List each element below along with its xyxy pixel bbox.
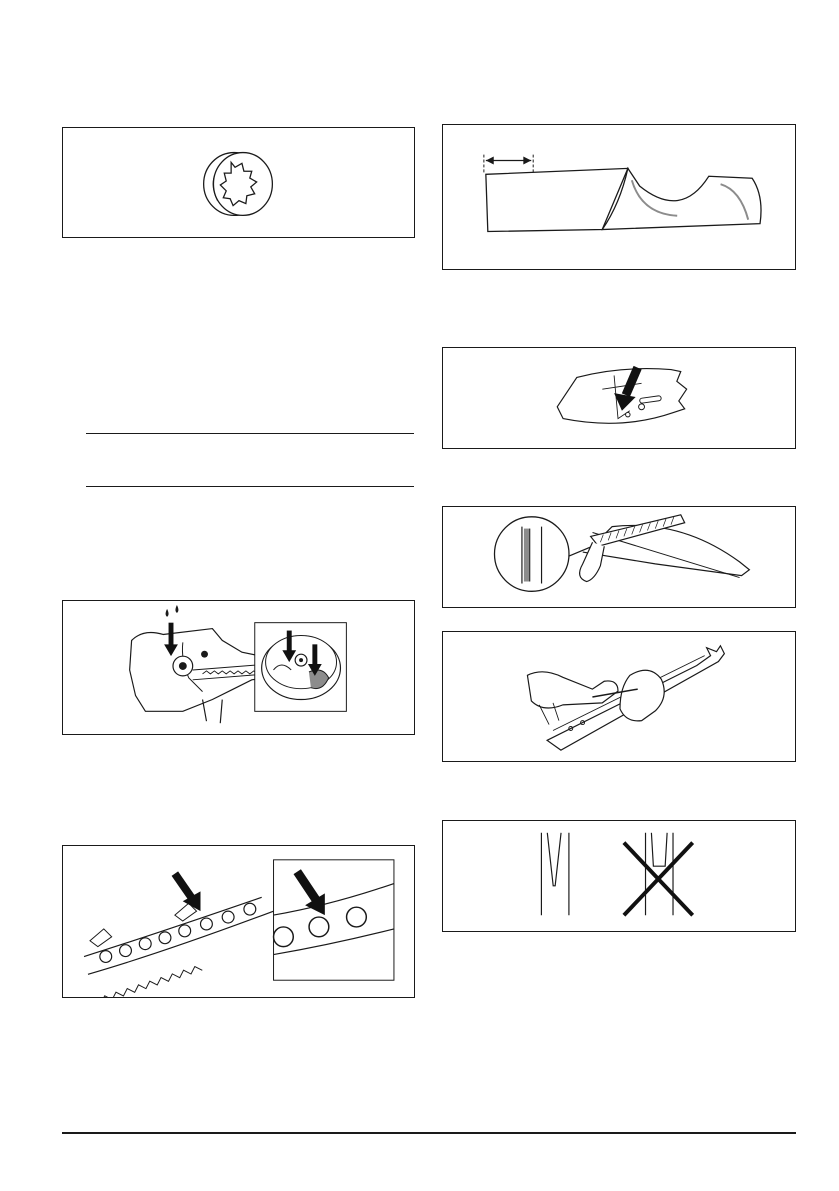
figure-bar-lubrication-hole (442, 347, 796, 449)
guide-bar-hole-icon (443, 348, 795, 448)
sprocket-icon (63, 128, 414, 237)
figure-chain-rivet-lubrication (62, 845, 415, 998)
bar-file-icon (443, 507, 795, 607)
grease-point-icon (63, 601, 414, 734)
figure-clutch-drum-lubrication (62, 600, 415, 735)
chain-link-icon (63, 846, 414, 997)
footer-rule (62, 1132, 796, 1134)
figure-groove-wear-check (442, 820, 796, 932)
groove-profile-icon (443, 821, 795, 931)
figure-depth-gauge-profile (442, 124, 796, 270)
figure-bar-edge-filing (442, 631, 796, 762)
depth-gauge-icon (443, 125, 795, 269)
note-bottom-rule (86, 486, 414, 487)
note-top-rule (86, 433, 414, 434)
figure-sprocket-rim (62, 127, 415, 238)
figure-bar-groove-filing (442, 506, 796, 608)
hands-file-icon (443, 632, 795, 761)
